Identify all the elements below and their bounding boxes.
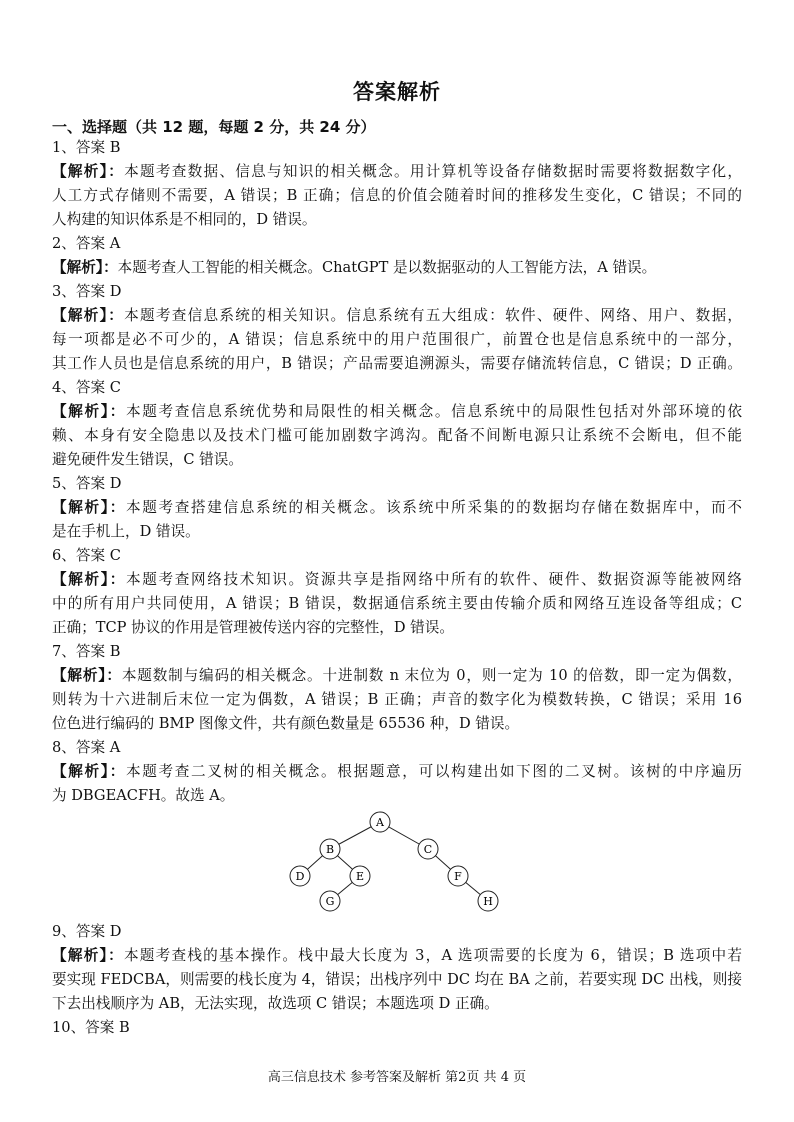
svg-text:E: E [355, 870, 365, 883]
tree-node-d [290, 866, 310, 886]
explanation-3-line-3: 其工作人员也是信息系统的用户，B 错误；产品需要追溯源头，需要存储流转信息，C 错误；D 正确。 [52, 355, 742, 372]
explanation-9-line-2: 要实现 FEDCBA，则需要的栈长度为 4，错误；出栈序列中 DC 均在 BA 之前，若要实现 DC 出栈，则接 [52, 971, 742, 988]
explanation-5-line-1: 【解析】：本题考查搭建信息系统的相关概念。该系统中所采集的的数据均存储在数据库中，而不 [52, 499, 742, 516]
svg-text:F: F [454, 870, 462, 883]
tree-node-e [350, 866, 370, 886]
explanation-7-line-3: 位色进行编码的 BMP 图像文件，共有颜色数量是 65536 种，D 错误。 [52, 715, 520, 732]
tree-node-c [418, 839, 438, 859]
svg-text:G: G [325, 895, 335, 908]
explanation-5-line-2: 是在手机上，D 错误。 [52, 523, 200, 540]
explanation-1-line-2: 人工方式存储则不需要，A 错误；B 正确；信息的价值会随着时间的推移发生变化，C 错误；不同的 [52, 187, 742, 204]
explanation-3-line-1: 【解析】：本题考查信息系统的相关知识。信息系统有五大组成：软件、硬件、网络、用户、数据， [52, 307, 742, 324]
tree-node-f [448, 866, 468, 886]
answer-3: 3、答案 D [52, 283, 122, 300]
svg-text:D: D [295, 870, 305, 883]
section-heading: 一、选择题（共 12 题，每题 2 分，共 24 分） [52, 118, 376, 136]
svg-text:H: H [483, 895, 493, 908]
explanation-1-line-1: 【解析】：本题考查数据、信息与知识的相关概念。用计算机等设备存储数据时需要将数据数字化， [52, 163, 742, 180]
tree-node-g [320, 891, 340, 911]
explanation-4-line-3: 避免硬件发生错误，C 错误。 [52, 451, 243, 468]
explanation-6-line-2: 中的所有用户共同使用，A 错误；B 错误，数据通信系统主要由传输介质和网络互连设备等组成；C [52, 595, 742, 612]
svg-text:A: A [376, 816, 384, 829]
explanation-2-line-1: 【解析】：本题考查人工智能的相关概念。ChatGPT 是以数据驱动的人工智能方法，A 错误。 [52, 259, 657, 276]
page-footer: 高三信息技术 参考答案及解析 第2页 共 4 页 [267, 1070, 527, 1085]
svg-text:B: B [325, 843, 335, 856]
answer-8: 8、答案 A [52, 739, 121, 756]
answer-9: 9、答案 D [52, 923, 122, 940]
explanation-4-line-2: 赖、本身有安全隐患以及技术门槛可能加剧数字鸿沟。配备不间断电源只让系统不会断电，但不能 [52, 427, 742, 444]
answer-4: 4、答案 C [52, 379, 121, 396]
tree-node-a [370, 812, 390, 832]
answer-6: 6、答案 C [52, 547, 121, 564]
tree-node-b [320, 839, 340, 859]
explanation-6-line-1: 【解析】：本题考查网络技术知识。资源共享是指网络中所有的软件、硬件、数据资源等能被网络 [52, 571, 742, 588]
answer-1: 1、答案 B [52, 139, 121, 156]
answer-2: 2、答案 A [52, 235, 121, 252]
explanation-4-line-1: 【解析】：本题考查信息系统优势和局限性的相关概念。信息系统中的局限性包括对外部环境的依 [52, 403, 742, 420]
answer-10: 10、答案 B [52, 1019, 130, 1036]
answer-7: 7、答案 B [52, 643, 121, 660]
answer-5: 5、答案 D [52, 475, 122, 492]
svg-text:C: C [423, 843, 433, 856]
explanation-1-line-3: 人构建的知识体系是不相同的，D 错误。 [52, 211, 317, 228]
explanation-8-line-2: 为 DBGEACFH。故选 A。 [52, 787, 235, 804]
explanation-8-line-1: 【解析】：本题考查二叉树的相关概念。根据题意，可以构建出如下图的二叉树。该树的中序遍历 [52, 763, 742, 780]
explanation-7-line-1: 【解析】：本题数制与编码的相关概念。十进制数 n 末位为 0，则一定为 10 的倍数，即一定为偶数， [52, 667, 743, 684]
explanation-7-line-2: 则转为十六进制后末位一定为偶数，A 错误；B 正确；声音的数字化为模数转换，C 错误；采用 16 [52, 691, 742, 708]
explanation-3-line-2: 每一项都是必不可少的，A 错误；信息系统中的用户范围很广，前置仓也是信息系统中的一部分， [52, 331, 742, 348]
page-title: 答案解析 [353, 80, 441, 104]
explanation-6-line-3: 正确；TCP 协议的作用是管理被传送内容的完整性，D 错误。 [52, 619, 454, 636]
explanation-9-line-1: 【解析】：本题考查栈的基本操作。栈中最大长度为 3，A 选项需要的长度为 6，错误；B 选项中若 [52, 947, 742, 964]
explanation-9-line-3: 下去出栈顺序为 AB，无法实现，故选项 C 错误；本题选项 D 正确。 [52, 995, 499, 1012]
tree-node-h [478, 891, 498, 911]
